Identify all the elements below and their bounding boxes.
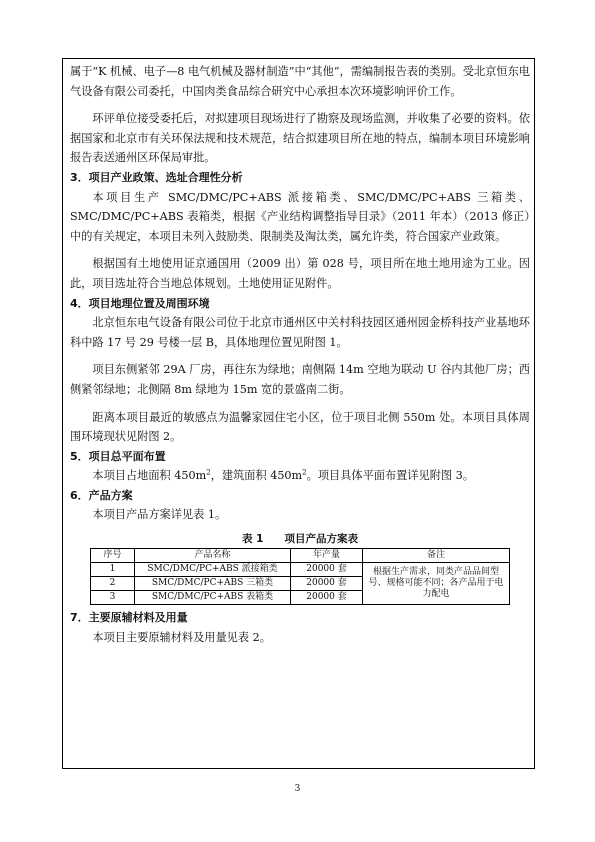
cell-remark: 根据生产需求，同类产品品间型号、规格可能不同；各产品用于电力配电 [363,563,510,605]
table-row [91,563,510,577]
paragraph-intro-continued: 属于“K 机械、电子—8 电气机械及器材制造”中“其他”，需编制报告表的类别。受北京恒东电气设备有限公司委托，中国肉类食品综合研究中心承担本次环境影响评价工作。 [70,65,530,98]
section-heading-5: 5．项目总平面布置 [70,449,166,463]
cell-no: 3 [91,591,135,605]
col-header-no: 序号 [91,549,135,563]
col-header-remark: 备注 [363,549,510,563]
paragraph-floor-area: 本项目占地面积 $450m^2$，建筑面积 $450m^2$。项目具体平面布置详见附图 3。 [92,468,474,483]
paragraph-product-plan: 本项目产品方案详见表 1。 [92,508,227,522]
cell-no: 1 [91,563,135,577]
section-heading-7: 7．主要原辅材料及用量 [70,611,188,625]
col-header-output: 年产量 [291,549,363,563]
cell-no: 2 [91,577,135,591]
product-plan-table [90,548,510,605]
cell-output: 20000 套 [291,577,363,591]
cell-product: SMC/DMC/PC+ABS 表箱类 [135,591,291,605]
paragraph-land-use: 根据国有土地使用证京通国用（2009 出）第 028 号，项目所在地土地用途为工业。因此，项目选址符合当地总体规划。土地使用证见附件。 [70,257,530,290]
section-heading-6: 6．产品方案 [70,488,133,502]
paragraph-surroundings: 项目东侧紧邻 29A 厂房，再往东为绿地；南侧隔 14m 空地为联动 U 谷内其他厂房；西侧紧邻绿地；北侧隔 8m 绿地为 15m 宽的景盛南二街。 [70,363,530,396]
document-body [70,62,530,647]
cell-product: SMC/DMC/PC+ABS 派接箱类 [135,563,291,577]
section-heading-3: 3．项目产业政策、选址合理性分析 [70,170,243,184]
cell-output: 20000 套 [291,591,363,605]
paragraph-industry-policy: 本项目生产 SMC/DMC/PC+ABS 派接箱类、SMC/DMC/PC+ABS 三箱类、SMC/DMC/PC+ABS 表箱类，根据《产业结构调整指导目录》（2011 年本）（2013 修正）中的有关规定，本项目未列入鼓励类、限制类及淘汰类，属允许类，符合国家产业政策。 [70,190,530,243]
paragraph-materials: 本项目主要原辅材料及用量见表 2。 [92,630,271,644]
page-number: 3 [294,784,301,794]
col-header-product: 产品名称 [135,549,291,563]
table-header-row [91,549,510,563]
paragraph-sensitive-point: 距离本项目最近的敏感点为温馨家园住宅小区，位于项目北侧 550m 处。本项目具体周围环境现状见附图 2。 [70,410,530,444]
section-heading-4: 4．项目地理位置及周围环境 [70,296,210,310]
cell-output: 20000 套 [291,563,363,577]
table-caption: 表 1 项目产品方案表 [242,533,358,546]
paragraph-location: 北京恒东电气设备有限公司位于北京市通州区中关村科技园区通州园金桥科技产业基地环科中路 17 号 29 号楼一层 B，具体地理位置见附图 1。 [70,316,530,349]
paragraph-assessment: 环评单位接受委托后，对拟建项目现场进行了勘察及现场监测，并收集了必要的资料。依据国家和北京市有关环保法规和技术规范，结合拟建项目所在地的特点，编制本项目环境影响报告表送通州区环保局审批。 [70,112,530,165]
cell-product: SMC/DMC/PC+ABS 三箱类 [135,577,291,591]
